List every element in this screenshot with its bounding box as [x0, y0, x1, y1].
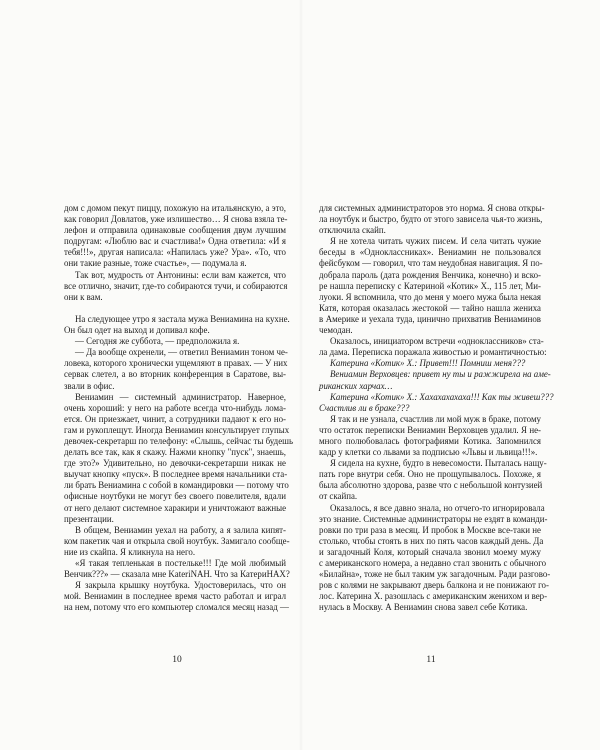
- text-line: риканских харчах…: [319, 380, 393, 391]
- text-line: презентации.: [64, 513, 114, 524]
- text-line: Катерина «Котик» Х.: Хахахахахаха!!! Как ты живеш???: [330, 391, 554, 402]
- text-line: ли брать Вениамина с собой в командировки — потому что: [64, 480, 289, 491]
- text-line: от скайпа.: [319, 491, 358, 502]
- text-line: была абсолютно здорова, разве что с небольшой контузией: [319, 480, 543, 491]
- text-line: ком пакетик чая и открыла свой ноутбук. Замигало сообще-: [64, 535, 290, 546]
- text-line: Я сидела на кухне, будто в невесомости. Пыталась нащу-: [330, 458, 547, 469]
- text-line: они к вам.: [64, 291, 103, 302]
- text-line: — Сегодня же суббота, — предположила я.: [75, 336, 240, 347]
- text-line: ется. Он приезжает, чинит, а сотрудники падают к его но-: [64, 413, 286, 424]
- text-line: Вениамин — системный администратор. Наверное,: [75, 391, 286, 402]
- text-line: Катя, которая оказалась жестокой — тайно нашла жениха: [319, 302, 541, 313]
- text-line: Я так и не узнала, счастлив ли мой муж в браке, потому: [330, 413, 541, 424]
- text-line: они такие разные, тоже счастье», — подумала я.: [64, 258, 247, 269]
- text-line: — Да вообще охренели, — ответил Вениамин тоном че-: [75, 347, 288, 358]
- page-number-right: 11: [426, 655, 436, 665]
- page-number-left: 10: [172, 655, 182, 665]
- text-line: Оказалось, инициатором встречи «одноклассников» ста-: [330, 336, 544, 347]
- text-line: ров с колями не закрывают дверь балкона и не понижают го-: [319, 580, 549, 591]
- text-line: столько, чтобы стоять в них по пять часов каждый день. Да: [319, 535, 544, 546]
- text-line: и загадочный Коля, который сначала звонил моему мужу: [319, 546, 541, 557]
- text-line: с американского номера, а недавно стал звонить с обычного: [319, 558, 547, 568]
- text-line: звали в офис.: [64, 380, 115, 391]
- text-line: добрала пароль (дата рождения Венчика, конечно) и вско-: [319, 269, 541, 280]
- text-line: отключила скайп.: [319, 225, 386, 236]
- text-line: что остаток переписки Вениамин Верховцев удалил. Я не-: [319, 424, 541, 435]
- text-line: на нем, потому что его компьютер сломался месяц назад —: [64, 602, 289, 613]
- text-line: нулась в Москву. А Вениамин снова завел себе Котика.: [319, 602, 528, 613]
- text-line: в Америке и уехала туда, цинично прихватив Вениаминов: [319, 313, 541, 324]
- text-line: Он был одет на выход и допивал кофе.: [64, 325, 210, 336]
- text-line: фейсбуком — говорил, что там неудобная навигация. Я по-: [319, 258, 543, 269]
- text-line: На следующее утро я застала мужа Вениамина на кухне.: [75, 313, 290, 324]
- text-line: лефон и отправила одинаковые сообщения двум лучшим: [64, 225, 286, 236]
- text-line: тебя!!!», другая написала: «Напилась уже? Ура». «То, что: [64, 247, 286, 258]
- text-line: офисные ноутбуки не могут без своего повелителя, вдали: [64, 491, 286, 502]
- text-line: Вениамин Верховцев: привет ну ты и ражжирела на аме-: [330, 369, 551, 380]
- text-line: все отлично, значит, где-то собираются тучи, и собираются: [64, 280, 288, 291]
- text-line: кадр у клетки со львами за подписью «Львы и львица!!!».: [319, 447, 538, 458]
- text-line: гам и рукоплещут. Иногда Вениамин консультирует глупых: [64, 424, 290, 435]
- text-line: мой. Вениамин в последнее время часто работал и играл: [64, 591, 286, 602]
- text-line: Катерина «Котик» Х.: Привет!!! Помниш меня???: [330, 358, 526, 369]
- text-line: луоки. Я вспомнила, что до меня у моего мужа была некая: [319, 291, 541, 302]
- text-line: для системных администраторов это норма. Я снова откры-: [319, 203, 545, 213]
- text-line: ре нашла переписку с Катериной «Котик» Х., 115 лет, Ми-: [319, 280, 541, 291]
- text-line: беседы в «Одноклассниках». Вениамин не пользовался: [319, 247, 541, 258]
- text-line: Счастлив ли в браке???: [319, 402, 410, 413]
- text-line: ровки по три раза в месяц. И пробок в Москве все-таки не: [319, 524, 541, 535]
- text-line: Венчик???» — сказала мне KateriNAH. Что за КатериНАХ?: [64, 569, 290, 580]
- text-line: делать все так, как я скажу. Нажми кнопку "пуск", знаешь,: [64, 447, 286, 458]
- right-page-text: [319, 203, 554, 613]
- text-line: «Билайна», тоже не был таким уж загадочным. Ради разгово-: [319, 569, 551, 580]
- text-line: сервак слетел, а во вторник конференция в Саратове, вы-: [64, 369, 286, 380]
- book-gutter: [299, 0, 303, 750]
- text-line: «Я такая тепленькая в постельке!!! Где мой любимый: [75, 558, 286, 568]
- text-line: выучат кнопку «пуск». В последнее время начальники ста-: [64, 469, 288, 480]
- text-line: ловека, которого хронически ущемляют в правах. — У них: [64, 358, 288, 369]
- text-line: это знание. Системные администраторы не ездят в команди-: [319, 513, 548, 524]
- text-line: как говорил Довлатов, уже излишество… Я снова взяла те-: [64, 214, 288, 225]
- text-line: много полюбовалась фотографиями Котика. Запомнился: [319, 435, 541, 446]
- text-line: ла ноутбук и быстро, будто от этого зависела чья-то жизнь,: [319, 214, 543, 225]
- text-line: Оказалось, я все давно знала, но отчего-то игнорировала: [330, 502, 545, 513]
- text-line: ла дама. Переписка поражала живостью и романтичностью:: [319, 347, 547, 358]
- text-line: дом с домом пекут пиццу, похожую на итальянскую, а это,: [64, 203, 286, 213]
- text-line: где это?» Удивительно, но девочки-секретарши никак не: [64, 458, 286, 469]
- text-line: Я не хотела читать чужих писем. И села читать чужие: [330, 236, 541, 247]
- text-line: ние из скайпа. Я кликнула на него.: [64, 546, 196, 557]
- text-line: девочек-секретарш по телефону: «Слышь, сейчас ты будешь: [64, 435, 294, 446]
- text-line: пать горе внутри себя. Оно не прощупывалось. Похоже, я: [319, 469, 541, 480]
- text-line: подругам: «Люблю вас и счастлива!» Одна ответила: «И я: [64, 236, 286, 247]
- text-line: лос. Катерина Х. разошлась с американским женихом и вер-: [319, 591, 548, 602]
- text-line: очень хороший: у него на работе всегда что-нибудь лома-: [64, 402, 286, 413]
- text-line: чемодан.: [319, 325, 353, 336]
- text-line: В общем, Вениамин уехал на работу, а я залила кипят-: [75, 524, 286, 535]
- text-line: Я закрыла крышку ноутбука. Удостоверилась, что он: [75, 580, 286, 591]
- left-page-text: [64, 203, 294, 613]
- text-line: Так вот, мудрость от Антонины: если вам кажется, что: [75, 269, 286, 280]
- blank-line: [64, 303, 286, 314]
- text-line: от него делают системное харакири и уничтожают важные: [64, 502, 287, 513]
